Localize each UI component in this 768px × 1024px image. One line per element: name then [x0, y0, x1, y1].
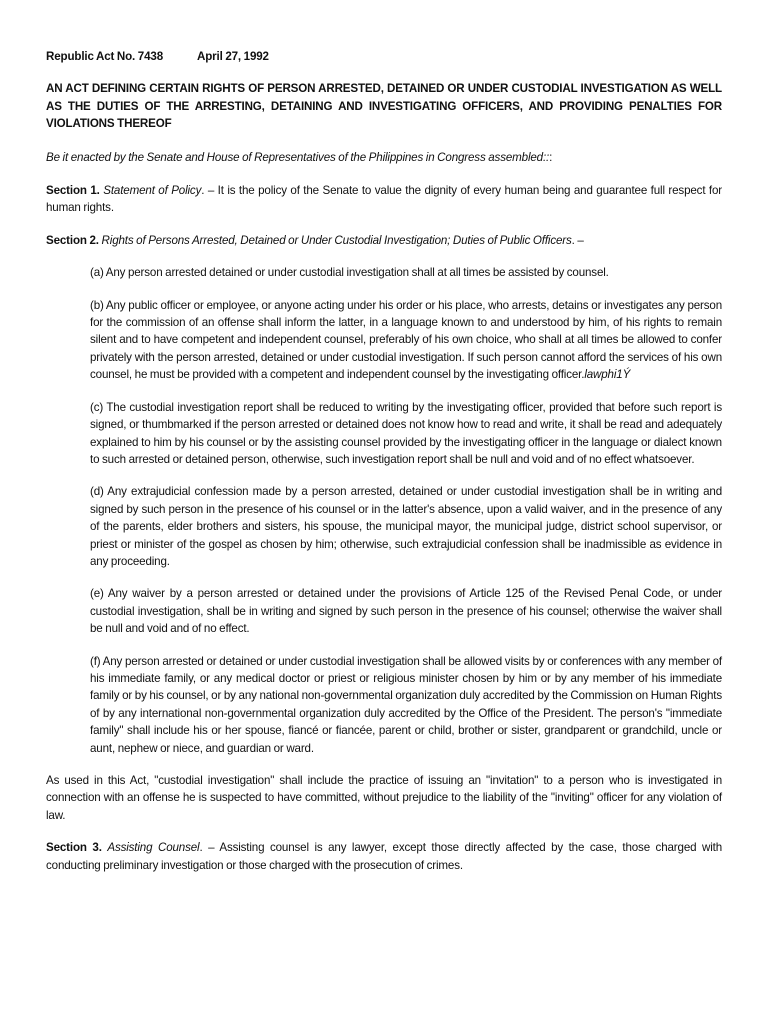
section-2-body: –: [574, 233, 584, 247]
enacting-clause-text: Be it enacted by the Senate and House of Representatives of the Philippines in Congress assembled::: [46, 150, 550, 164]
section-3-heading: Assisting Counsel: [107, 841, 200, 855]
act-date: April 27, 1992: [197, 50, 269, 63]
section-3-dot: .: [199, 841, 203, 855]
section-2-closing: As used in this Act, "custodial investigation" shall include the practice of issuing an "invitation" to a person who is investigated in connection with an offense he is suspected to have committed, without prejudice to the liability of the "inviting" officer for any violation of law.: [46, 774, 722, 822]
section-2-item-b-stamp: lawphi1Ý: [584, 368, 631, 382]
section-2-item-e: (e) Any waiver by a person arrested or detained under the provisions of Article 125 of the Revised Penal Code, or under custodial investigation, shall be in writing and signed by such person in the presence of his counsel; otherwise the waiver shall be null and void and of no effect.: [90, 587, 722, 636]
section-2-label: Section 2.: [46, 233, 99, 247]
section-3: [46, 839, 722, 874]
section-2-item-d: (d) Any extrajudicial confession made by a person arrested, detained or under custodial investigation shall be in writing and signed by such person in the presence of his counsel or in the latter's absence, upon a valid waiver, and in the presence of any of the parents, elder brothers and sisters, his spouse, the municipal mayor, the municipal judge, district school supervisor, or priest or minister of the gospel as chosen by him; otherwise, such extrajudicial confession shall be inadmissible as evidence in any proceeding.: [90, 485, 722, 568]
section-2: [46, 232, 722, 249]
section-2-item-b-text: (b) Any public officer or employee, or anyone acting under his order or his place, who arrests, detains or investigates any person for the commission of an offense shall inform the latter, in a language known to and understood by him, of his rights to remain silent and to have competent and independent counsel, preferably of his own choice, who shall at all times be allowed to confer privately with the person arrested, detained or under custodial investigation. If such person cannot afford the services of his own counsel, he must be provided with a competent and independent counsel by the investigating officer.: [90, 298, 722, 382]
section-2-item-c: (c) The custodial investigation report shall be reduced to writing by the investigating officer, provided that before such report is signed, or thumbmarked if the person arrested or detained does not know how to read and write, it shall be read and adequately explained to him by his counsel or by the assisting counsel provided by the investigating officer in the language or dialect known to such arrested or detained person, otherwise, such investigation report shall be null and void and of no effect whatsoever.: [90, 400, 722, 466]
section-1-dot: .: [201, 184, 205, 198]
document-page: [46, 48, 722, 889]
section-2-heading: Rights of Persons Arrested, Detained or Under Custodial Investigation; Duties of Public Officers: [101, 233, 572, 247]
section-3-label: Section 3.: [46, 841, 102, 855]
section-3-body: – Assisting counsel is any lawyer, except those directly affected by the case, those charged with conducting preliminary investigation or those charged with the prosecution of crimes.: [46, 841, 723, 872]
section-1: [46, 182, 722, 217]
section-2-item-f: (f) Any person arrested or detained or under custodial investigation shall be allowed visits by or conferences with any member of his immediate family, or any medical doctor or priest or religious minister chosen by him or by any member of his immediate family or by his counsel, or by any national non-governmental organization duly accredited by the Commission on Human Rights of by any international non-governmental organization duly accredited by the Office of the President. The person's "immediate family" shall include his or her spouse, fiancé or fiancée, parent or child, brother or sister, grandparent or grandchild, uncle or aunt, nephew or niece, and guardian or ward.: [90, 654, 722, 755]
act-header: [46, 48, 722, 65]
section-2-dot: .: [571, 233, 575, 247]
enacting-clause: [46, 149, 722, 166]
act-title: AN ACT DEFINING CERTAIN RIGHTS OF PERSON ARRESTED, DETAINED OR UNDER CUSTODIAL INVESTIGATION AS WELL AS THE DUTIES OF THE ARRESTING, DETAINING AND INVESTIGATING OFFICERS, AND PROVIDING PENALTIES FOR VIOLATIONS THEREOF: [46, 82, 722, 131]
act-number: Republic Act No. 7438: [46, 50, 163, 63]
section-1-heading: Statement of Policy: [103, 184, 202, 198]
section-2-item-a: (a) Any person arrested detained or under custodial investigation shall at all times be assisted by counsel.: [90, 266, 609, 280]
enacting-clause-tail: :: [549, 150, 553, 164]
section-2-item-b: [90, 297, 722, 384]
section-1-body: – It is the policy of the Senate to value the dignity of every human being and guarantee full respect for human rights.: [46, 184, 722, 215]
section-1-label: Section 1.: [46, 184, 100, 198]
